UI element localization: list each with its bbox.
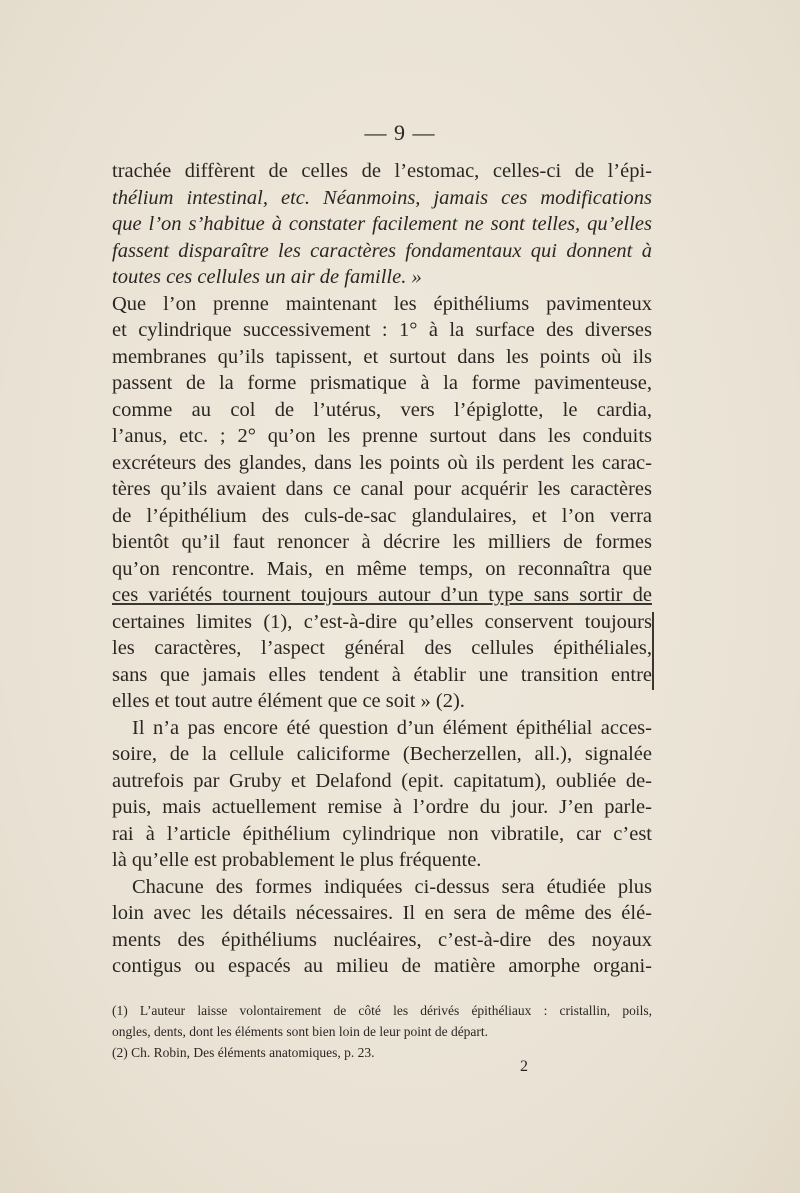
text-line: loin avec les détails nécessaires. Il en sera de même des élé- bbox=[112, 902, 652, 924]
text-line: de l’épithélium des culs-de-sac glandulaires, et l’on verra bbox=[112, 504, 652, 527]
text-line: Que l’on prenne maintenant les épithéliums pavimenteux bbox=[112, 292, 652, 315]
text-line: contigus ou espacés au milieu de matière amorphe organi- bbox=[112, 955, 652, 977]
text-line: passent de la forme prismatique à la forme pavimenteuse, bbox=[112, 372, 652, 394]
text-line: que l’on s’habitue à constater facilement ne sont telles, qu’elles bbox=[112, 213, 652, 235]
text-line: rai à l’article épithélium cylindrique non vibratile, car c’est bbox=[112, 822, 652, 845]
footnote-line: (1) L’auteur laisse volontairement de côté les dérivés épithéliaux : cristallin, poils, bbox=[112, 1003, 652, 1018]
page-number: — 9 — bbox=[364, 120, 436, 145]
margin-pencil-mark bbox=[652, 612, 654, 690]
text-line: Chacune des formes indiquées ci-dessus sera étudiée plus bbox=[132, 875, 652, 898]
text-line: là qu’elle est probablement le plus fréquente. bbox=[112, 849, 482, 871]
text-line: toutes ces cellules un air de famille. » bbox=[112, 266, 422, 288]
text-line: les caractères, l’aspect général des cellules épithéliales, bbox=[112, 637, 652, 659]
text-line: Il n’a pas encore été question d’un élément épithélial acces- bbox=[132, 716, 652, 739]
text-line: excréteurs des glandes, dans les points où ils perdent les carac- bbox=[112, 451, 652, 474]
body-text bbox=[112, 158, 652, 980]
text-line: qu’on rencontre. Mais, en même temps, on reconnaîtra que bbox=[112, 557, 652, 580]
text-line-underlined: ces variétés tournent toujours autour d’un type sans sortir de bbox=[112, 584, 652, 606]
text-line: trachée diffèrent de celles de l’estomac, celles-ci de l’épi- bbox=[112, 160, 652, 182]
text-line: thélium intestinal, etc. Néanmoins, jamais ces modifications bbox=[112, 186, 652, 209]
text-line: elles et tout autre élément que ce soit » (2). bbox=[112, 690, 465, 712]
text-line: puis, mais actuellement remise à l’ordre du jour. J’en parle- bbox=[112, 796, 652, 818]
text-line: et cylindrique successivement : 1° à la surface des diverses bbox=[112, 319, 652, 341]
text-line: ments des épithéliums nucléaires, c’est-à-dire des noyaux bbox=[112, 928, 652, 951]
text-line: tères qu’ils avaient dans ce canal pour acquérir les caractères bbox=[112, 478, 652, 500]
text-line: soire, de la cellule caliciforme (Becherzellen, all.), signalée bbox=[112, 743, 652, 765]
footnote-line: ongles, dents, dont les éléments sont bien loin de leur point de départ. bbox=[112, 1024, 489, 1039]
text-line: fassent disparaître les caractères fondamentaux qui donnent à bbox=[112, 239, 652, 262]
footnote-line: (2) Ch. Robin, Des éléments anatomiques, p. 23. bbox=[112, 1045, 375, 1060]
text-line: certaines limites (1), c’est-à-dire qu’elles conservent toujours bbox=[112, 610, 652, 633]
footnotes bbox=[112, 1000, 652, 1063]
text-line: membranes qu’ils tapissent, et surtout dans les points où ils bbox=[112, 345, 652, 368]
text-line: autrefois par Gruby et Delafond (epit. capitatum), oubliée de- bbox=[112, 769, 652, 792]
text-line: sans que jamais elles tendent à établir une transition entre bbox=[112, 663, 652, 686]
signature-mark: 2 bbox=[520, 1058, 528, 1075]
text-line: l’anus, etc. ; 2° qu’on les prenne surtout dans les conduits bbox=[112, 425, 652, 447]
text-line: bientôt qu’il faut renoncer à décrire les milliers de formes bbox=[112, 531, 652, 553]
text-line: comme au col de l’utérus, vers l’épiglotte, le cardia, bbox=[112, 398, 652, 421]
